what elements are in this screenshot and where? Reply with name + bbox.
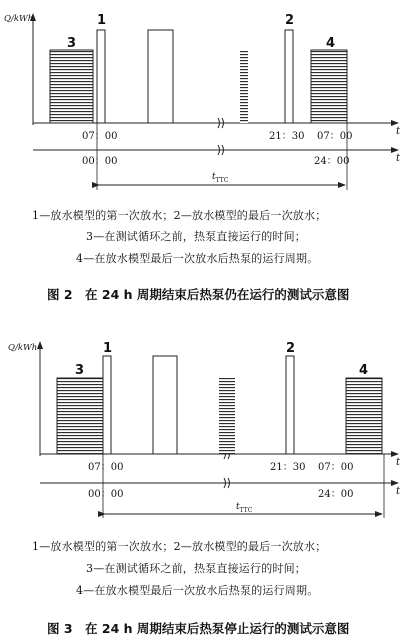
tick-label: 24：00 <box>318 489 354 500</box>
tick-label: 07：00 <box>82 131 118 142</box>
tick-label: 24：00 <box>314 156 350 167</box>
time-axis-label-2: t <box>396 153 401 164</box>
bar-3-preheat <box>57 378 103 454</box>
tick-label: 21：30 <box>269 131 305 142</box>
legend-line: 4—在放水模型最后一次放水后热泵的运行周期。 <box>76 252 319 265</box>
tick-label: 00：00 <box>82 156 118 167</box>
legend-line: 3—在测试循环之前，热泵直接运行的时间； <box>86 562 306 575</box>
legend-line: 3—在测试循环之前，热泵直接运行的时间； <box>86 230 306 243</box>
bar-label-4: 4 <box>359 363 369 378</box>
bar-2-last-draw <box>286 356 294 454</box>
bar-hatched-mid <box>240 50 248 123</box>
figure-caption: 图 3 在 24 h 周期结束后热泵停止运行的测试示意图 <box>47 621 350 636</box>
legend-line: 4—在放水模型最后一次放水后热泵的运行周期。 <box>76 584 319 597</box>
legend-line: 1—放水模型的第一次放水；2—放水模型的最后一次放水； <box>32 540 327 553</box>
figure-caption: 图 2 在 24 h 周期结束后热泵仍在运行的测试示意图 <box>47 287 350 302</box>
y-axis-label: Q/kWh <box>4 14 34 24</box>
tick-label: 00：00 <box>88 489 124 500</box>
bar-label-1: 1 <box>97 13 107 28</box>
legend-line: 1—放水模型的第一次放水；2—放水模型的最后一次放水； <box>32 209 327 222</box>
tick-label: 07：00 <box>318 462 354 473</box>
bar-4-postrun <box>346 378 382 454</box>
time-axis-label-2: t <box>396 486 401 497</box>
tick-label: 07：00 <box>88 462 124 473</box>
bar-mid-draw <box>153 356 177 454</box>
ttc-span-label: $t_{TTC}$ <box>236 502 253 514</box>
bar-label-4: 4 <box>326 36 336 51</box>
bar-hatched-mid <box>219 378 235 454</box>
bar-label-2: 2 <box>286 341 296 356</box>
bar-mid-draw <box>148 30 173 123</box>
bar-1-first-draw <box>97 30 105 123</box>
ttc-span-label: $t_{TTC}$ <box>212 172 229 184</box>
bar-label-2: 2 <box>285 13 295 28</box>
bar-2-last-draw <box>285 30 293 123</box>
bar-3-preheat <box>50 50 93 123</box>
bar-label-3: 3 <box>67 36 77 51</box>
tick-label: 07：00 <box>317 131 353 142</box>
bar-label-3: 3 <box>75 363 85 378</box>
bar-label-1: 1 <box>103 341 113 356</box>
tick-label: 21：30 <box>270 462 306 473</box>
time-axis-label: t <box>396 457 401 468</box>
y-axis-label: Q/kWh <box>8 343 38 353</box>
bar-4-postrun <box>311 50 347 123</box>
bar-1-first-draw <box>103 356 111 454</box>
time-axis-label: t <box>396 126 401 137</box>
